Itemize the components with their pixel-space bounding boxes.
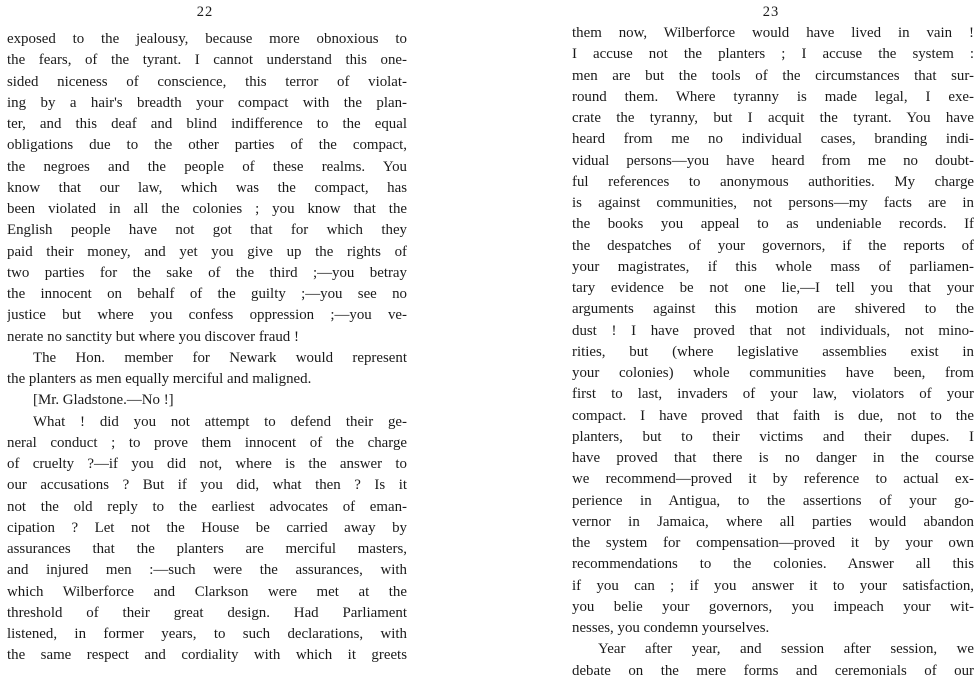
text-line: perience in Antigua, to the assertions of your go- (572, 492, 974, 509)
text-line: been violated in all the colonies ; you know that the (7, 201, 407, 217)
text-line: and injured men :—such were the assurances, with (7, 562, 407, 579)
text-line: listened, in former years, to such declarations, with (7, 626, 407, 642)
text-line: crate the tyranny, but I acquit the tyrant. You have (572, 110, 974, 126)
text-line: if you can ; if you answer it to your satisfaction, (572, 577, 974, 594)
text-line: the planters as men equally merciful and maligned. (7, 371, 312, 387)
text-line: your magistrates, if this whole mass of parliamen- (572, 258, 974, 275)
text-line: What ! did you not attempt to defend their ge- (33, 413, 407, 430)
text-line: English people have not got that for which they (7, 222, 407, 239)
text-line: threshold of their great design. Had Parliament (7, 604, 407, 621)
text-line: the negroes and the people of these realms. You (7, 158, 407, 175)
text-line: sided niceness of conscience, this terror of violat- (7, 73, 407, 90)
text-line: vernor in Jamaica, where all parties would abandon (572, 513, 974, 530)
text-line: men are but the tools of the circumstances that sur- (572, 67, 974, 84)
text-line: cipation ? Let not the House be carried away by (7, 519, 407, 536)
text-line: ful references to anonymous authorities. My charge (572, 173, 974, 190)
text-line: assurances that the planters are merciful masters, (7, 541, 407, 557)
text-line: them now, Wilberforce would have lived in vain ! (572, 25, 974, 41)
text-line: justice but where you confess oppression ;—you ve- (7, 307, 407, 324)
page-number: 22 (196, 4, 214, 20)
text-line: paid their money, and yet you give up the rights of (7, 243, 407, 260)
text-line: nerate no sanctity but where you discover fraud ! (7, 328, 299, 345)
text-line: is against communities, not persons—my facts are in (572, 195, 974, 211)
text-line: planters, but to their victims and their dupes. I (572, 428, 974, 445)
page-body-text (7, 29, 407, 667)
text-line: arguments against this motion are shivered to the (572, 301, 974, 318)
text-line: of cruelty ?—if you did not, where is the answer to (7, 456, 407, 472)
text-line: tary evidence be not one lie,—I tell you that your (572, 280, 974, 296)
text-line: not the old reply to the earliest advocates of eman- (7, 498, 407, 515)
text-line: have proved that there is no danger in the course (572, 450, 974, 466)
text-line: know that our law, which was the compact, has (7, 179, 407, 196)
text-line: [Mr. Gladstone.—No !] (33, 392, 174, 409)
text-line: ter, and this deaf and blind indifference to the equal (7, 116, 407, 132)
text-line: our accusations ? But if you did, what then ? Is it (7, 477, 407, 494)
text-line: debate on the mere forms and ceremonials of our (572, 662, 974, 679)
text-line: we recommend—proved it by reference to actual ex- (572, 471, 974, 488)
text-line: the books you appeal to as undeniable records. If (572, 216, 974, 233)
text-line: you belie your governors, you impeach your wit- (572, 598, 974, 615)
text-line: I accuse not the planters ; I accuse the system : (572, 46, 974, 63)
text-line: the innocent on behalf of the guilty ;—you see no (7, 286, 407, 302)
text-line: heard from me no individual cases, branding indi- (572, 131, 974, 148)
text-line: your colonies) whole communities have been, from (572, 365, 974, 381)
left-page (0, 0, 420, 665)
text-line: exposed to the jealousy, because more obnoxious to (7, 31, 407, 47)
right-page (566, 0, 980, 679)
page-number: 23 (762, 4, 780, 20)
text-line: rities, but (where legislative assemblies exist in (572, 343, 974, 360)
text-line: compact. I have proved that faith is due, not to the (572, 407, 974, 424)
text-line: round them. Where tyranny is made legal, I exe- (572, 88, 974, 105)
text-line: nesses, you condemn yourselves. (572, 620, 770, 636)
text-line: recommendations to the colonies. Answer all this (572, 556, 974, 573)
text-line: The Hon. member for Newark would represent (33, 349, 407, 366)
page-body-text (572, 23, 974, 682)
text-line: Year after year, and session after session, we (598, 641, 974, 658)
text-line: which Wilberforce and Clarkson were met at the (7, 583, 407, 600)
text-line: first to last, invaders of your law, violators of your (572, 386, 974, 403)
text-line: the fears, of the tyrant. I cannot understand this one- (7, 52, 407, 69)
text-line: dust ! I have proved that not individuals, not mino- (572, 322, 974, 339)
text-line: the despatches of your governors, if the reports of (572, 237, 974, 254)
text-line: the system for compensation—proved it by your own (572, 535, 974, 551)
text-line: obligations due to the other parties of the compact, (7, 137, 407, 154)
text-line: the same respect and cordiality with which it greets (7, 647, 407, 664)
text-line: two parties for the sake of the third ;—you betray (7, 264, 407, 281)
text-line: vidual persons—you have heard from me no doubt- (572, 152, 974, 169)
text-line: ing by a hair's breadth your compact with the plan- (7, 94, 407, 111)
text-line: neral conduct ; to prove them innocent of the charge (7, 434, 407, 451)
